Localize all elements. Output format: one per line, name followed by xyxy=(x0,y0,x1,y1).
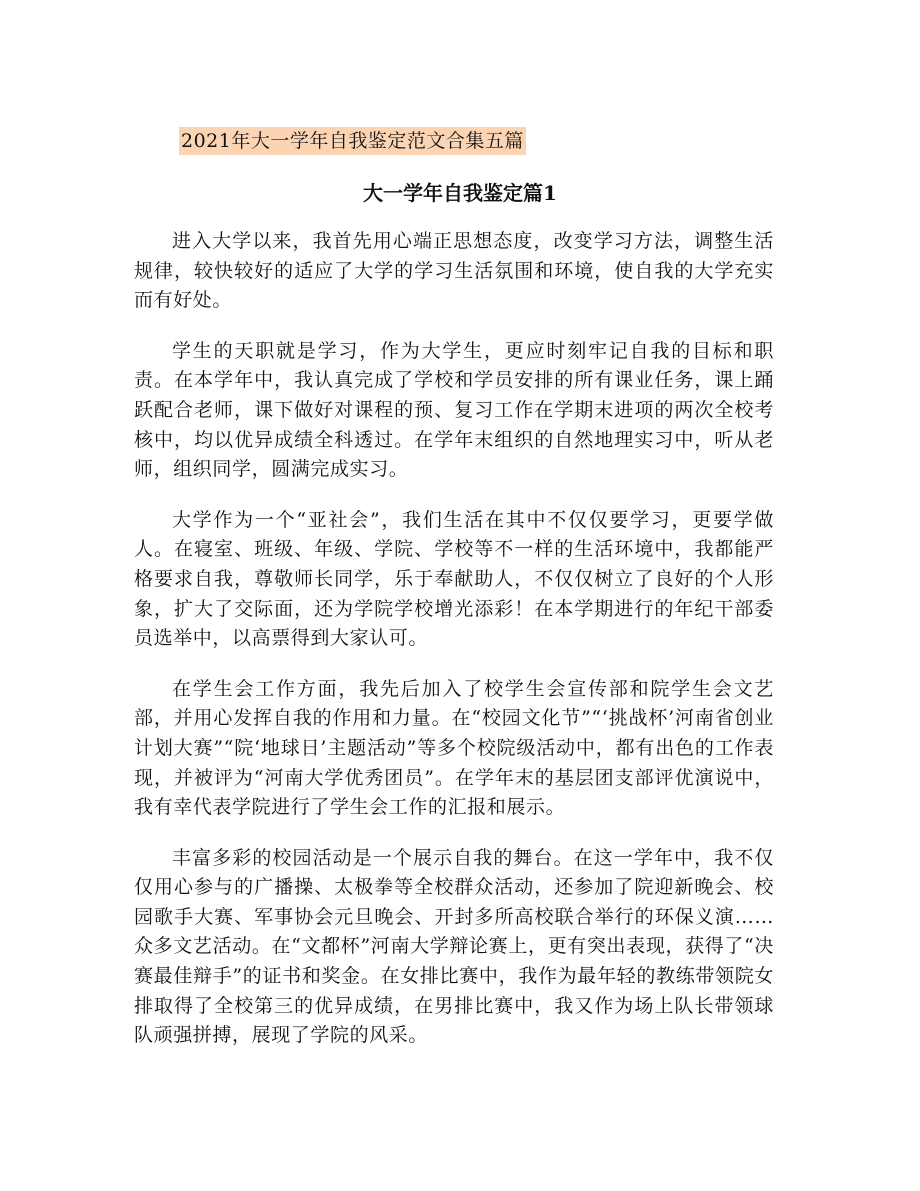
section-heading: 大一学年自我鉴定篇1 xyxy=(363,181,557,205)
paragraph-4: 在学生会工作方面，我先后加入了校学生会宣传部和院学生会文艺部，并用心发挥自我的作用和力量。在“校园文化节”“‘挑战杯’河南省创业计划大赛”“院‘地球日’主题活动”等多个校院级活动中，都有出色的工作表现，并被评为“河南大学优秀团员”。在学年末的基层团支部评优演说中，我有幸代表学院进行了学生会工作的汇报和展示。 xyxy=(134,677,774,819)
paragraph-5: 丰富多彩的校园活动是一个展示自我的舞台。在这一学年中，我不仅仅用心参与的广播操、太极拳等全校群众活动，还参加了院迎新晚会、校园歌手大赛、军事协会元旦晚会、开封多所高校联合举行的环保义演……众多文艺活动。在“文都杯”河南大学辩论赛上，更有突出表现，获得了“决赛最佳辩手”的证书和奖金。在女排比赛中，我作为最年轻的教练带领院女排取得了全校第三的优异成绩，在男排比赛中，我又作为场上队长带领球队顽强拼搏，展现了学院的风采。 xyxy=(134,846,774,1047)
paragraph-2: 学生的天职就是学习，作为大学生，更应时刻牢记自我的目标和职责。在本学年中，我认真完成了学校和学员安排的所有课业任务，课上踊跃配合老师，课下做好对课程的预、复习工作在学期末进项的两次全校考核中，均以优异成绩全科透过。在学年末组织的自然地理实习中，听从老师，组织同学，圆满完成实习。 xyxy=(134,339,774,481)
paragraph-3: 大学作为一个“亚社会”，我们生活在其中不仅仅要学习，更要学做人。在寝室、班级、年级、学院、学校等不一样的生活环境中，我都能严格要求自我，尊敬师长同学，乐于奉献助人，不仅仅树立了良好的个人形象，扩大了交际面，还为学院学校增光添彩！在本学期进行的年纪干部委员选举中，以高票得到大家认可。 xyxy=(134,508,774,650)
paragraph-1: 进入大学以来，我首先用心端正思想态度，改变学习方法，调整生活规律，较快较好的适应了大学的学习生活氛围和环境，使自我的大学充实而有好处。 xyxy=(134,230,774,312)
document-body xyxy=(134,227,774,1072)
document-title: 2021年大一学年自我鉴定范文合集五篇 xyxy=(179,127,526,155)
